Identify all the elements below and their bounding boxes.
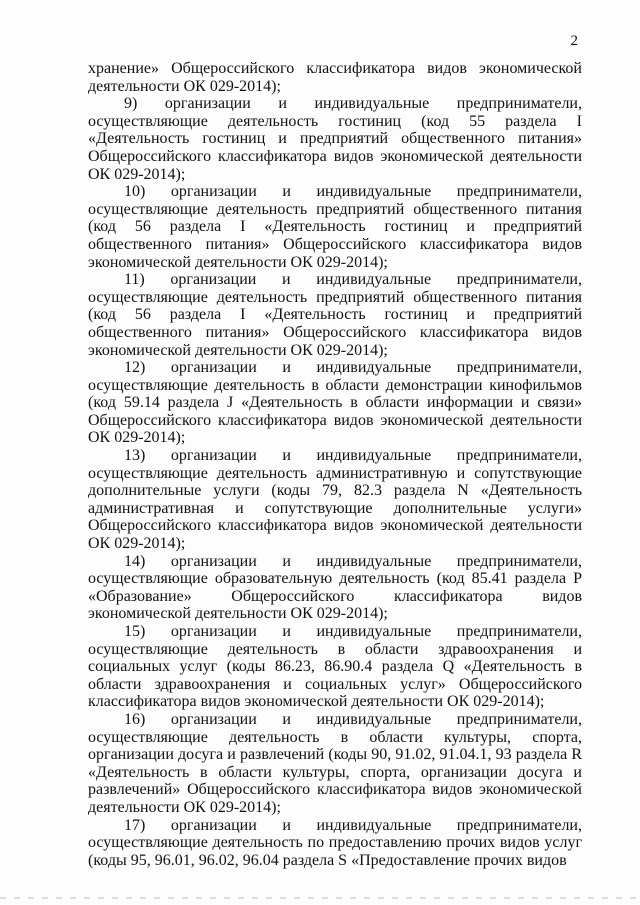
list-item-17: 17) организации и индивидуальные предприниматели, осуществляющие деятельность по предоставлению прочих видов услуг (коды 95, 96.01, 96.02, 96.04 раздела S «Предоставление прочих видов bbox=[88, 816, 582, 869]
list-item-11: 11) организации и индивидуальные предприниматели, осуществляющие деятельность предприятий общественного питания (код 56 раздела I «Деятельность гостиниц и предприятий общественного питания» Общероссийского классификатора видов экономической деятельности ОК 029-2014); bbox=[88, 271, 582, 359]
list-item-13: 13) организации и индивидуальные предприниматели, осуществляющие деятельность административную и сопутствующие дополнительные услуги (коды 79, 82.3 раздела N «Деятельность административная и сопутствующие дополнительные услуги» Общероссийского классификатора видов экономической деятельности ОК 029-2014); bbox=[88, 447, 582, 553]
list-item-15: 15) организации и индивидуальные предприниматели, осуществляющие деятельность в области здравоохранения и социальных услуг (коды 86.23, 86.90.4 раздела Q «Деятельность в области здравоохранения и социальных услуг» Общероссийского классификатора видов экономической деятельности ОК 029-2014); bbox=[88, 623, 582, 711]
scan-edge-artifact bbox=[0, 897, 640, 899]
list-item-14: 14) организации и индивидуальные предприниматели, осуществляющие образовательную деятельность (код 85.41 раздела P «Образование» Общероссийского классификатора видов экономической деятельности ОК 029-2014); bbox=[88, 552, 582, 623]
document-body bbox=[88, 60, 582, 869]
list-item-12: 12) организации и индивидуальные предприниматели, осуществляющие деятельность в области демонстрации кинофильмов (код 59.14 раздела J «Деятельность в области информации и связи» Общероссийского классификатора видов экономической деятельности ОК 029-2014); bbox=[88, 359, 582, 447]
page-number: 2 bbox=[570, 33, 578, 49]
list-item-10: 10) организации и индивидуальные предприниматели, осуществляющие деятельность предприятий общественного питания (код 56 раздела I «Деятельность гостиниц и предприятий общественного питания» Общероссийского классификатора видов экономической деятельности ОК 029-2014); bbox=[88, 183, 582, 271]
list-item-9: 9) организации и индивидуальные предприниматели, осуществляющие деятельность гостиниц (код 55 раздела I «Деятельность гостиниц и предприятий общественного питания» Общероссийского классификатора видов экономической деятельности ОК 029-2014); bbox=[88, 95, 582, 183]
paragraph-continuation: хранение» Общероссийского классификатора видов экономической деятельности ОК 029-2014); bbox=[88, 60, 582, 95]
list-item-16: 16) организации и индивидуальные предприниматели, осуществляющие деятельность в области культуры, спорта, организации досуга и развлечений (коды 90, 91.02, 91.04.1, 93 раздела R «Деятельность в области культуры, спорта, организации досуга и развлечений» Общероссийского классификатора видов экономической деятельности ОК 029-2014); bbox=[88, 710, 582, 816]
